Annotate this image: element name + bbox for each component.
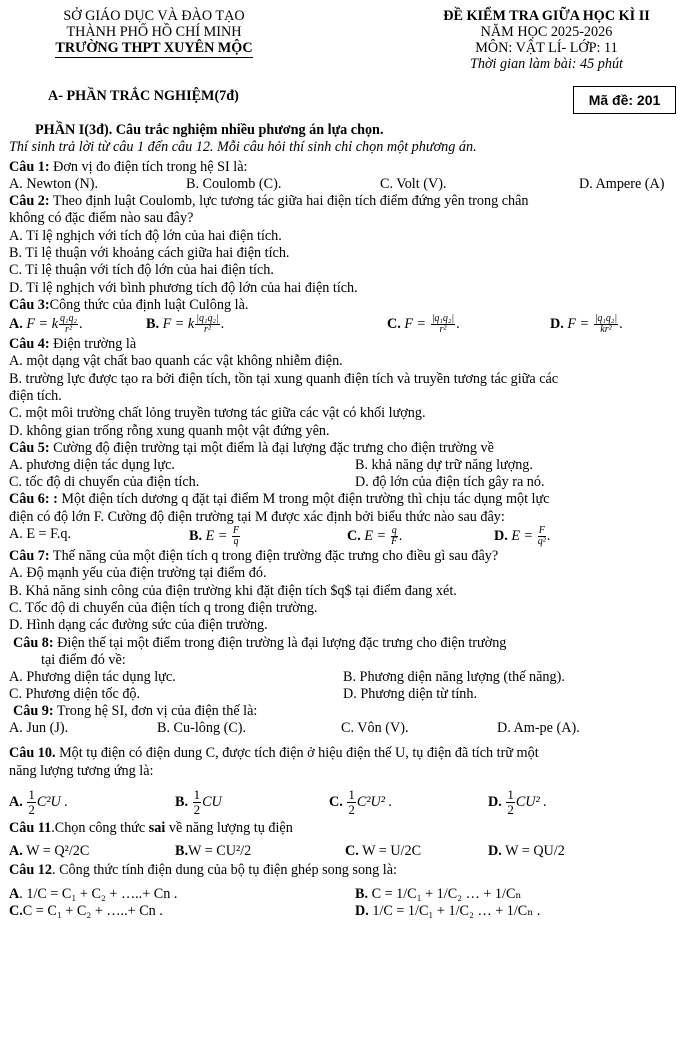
q3-option-d[interactable]: D. F = $\frac{\text{|q₁q₂|}}{\text{kr²}}$ . [550, 313, 623, 336]
q6-option-c[interactable]: C. E = $\frac{q}{F}$ . [347, 524, 403, 547]
q10-text-cont: năng lượng tương ứng là: [9, 762, 154, 779]
q10-option-d[interactable]: D. $\frac{1}{2}$ CU² . [488, 787, 547, 818]
q1-option-c[interactable]: C. Volt (V). [380, 175, 447, 192]
q3-option-a[interactable]: A. F = k $\frac{\text{q₁q₂}}{\text{r²}}$ . [9, 313, 83, 336]
q9-option-a[interactable]: A. Jun (J). [9, 720, 69, 737]
q2-option-c[interactable]: C. Tỉ lệ thuận với tích độ lớn của hai điện tích. [9, 262, 274, 279]
exam-title: ĐỀ KIỂM TRA GIỮA HỌC KÌ II [443, 8, 650, 24]
q7-text: Thế năng của một điện tích q trong điện trường đặc trưng cho điều gì sau đây? [49, 547, 499, 564]
q5-option-c[interactable]: C. tốc độ di chuyển của điện tích. [9, 474, 200, 491]
q8-option-a[interactable]: A. Phương diện tác dụng lực. [9, 669, 176, 686]
q6-text: Một điện tích dương q đặt tại điểm M trong một điện trường thì chịu tác dụng một lực [57, 491, 550, 508]
q7-option-b[interactable]: B. Khả năng sinh công của điện trường khi đặt điện tích $q$ tại điểm đang xét. [9, 582, 457, 599]
q4-text: Điện trường là [49, 336, 137, 353]
question-7 [9, 548, 685, 635]
q7-option-c[interactable]: C. Tốc độ di chuyển của điện tích q trong điện trường. [9, 599, 318, 616]
q2-option-b[interactable]: B. Tỉ lệ thuận với khoảng cách giữa hai điện tích. [9, 244, 290, 261]
question-5 [9, 440, 685, 491]
exam-header [9, 8, 679, 92]
part1-title: PHẦN I(3đ). Câu trắc nghiệm nhiều phương án lựa chọn. [35, 122, 384, 138]
q2-text-cont: không có đặc điểm nào sau đây? [9, 210, 194, 227]
q4-option-b-cont: điện tích. [9, 388, 62, 405]
question-4 [9, 336, 685, 440]
q8-option-b[interactable]: B. Phương diện năng lượng (thế năng). [343, 669, 565, 686]
q8-option-d[interactable]: D. Phương diện từ tính. [343, 686, 478, 703]
question-2 [9, 193, 685, 297]
q3-text: Công thức của định luật Culông là. [49, 296, 249, 313]
q5-label: Câu 5: [9, 440, 50, 456]
q12-option-d[interactable]: D. 1/C = 1/C₁ + 1/C₂ … + 1/Cₙ . [355, 902, 541, 919]
q9-text: Trong hệ SI, đơn vị của điện thế là: [53, 703, 258, 720]
q4-option-a[interactable]: A. một dạng vật chất bao quanh các vật không nhiễm điện. [9, 353, 343, 370]
question-6 [9, 491, 685, 548]
subject-grade: MÔN: VẬT LÍ- LỚP: 11 [475, 40, 618, 56]
q3-option-c[interactable]: C. F = $\frac{\text{|q₁q₂|}}{\text{r²}}$ . [387, 313, 460, 336]
school-name: TRƯỜNG THPT XUYÊN MỘC [55, 40, 253, 56]
q11-sai: sai [148, 820, 166, 837]
q4-option-c[interactable]: C. một môi trường chất lỏng truyền tương tác giữa các vật có khối lượng. [9, 405, 426, 422]
q5-option-a[interactable]: A. phương diện tác dụng lực. [9, 457, 175, 474]
q3-option-b[interactable]: B. F = k $\frac{\text{|q₁q₂|}}{\text{r²}}$ . [146, 313, 225, 336]
q5-option-b[interactable]: B. khả năng dự trữ năng lượng. [355, 457, 533, 474]
question-3 [9, 297, 685, 336]
q10-option-a[interactable]: A. $\frac{1}{2}$ C²U . [9, 787, 68, 818]
q9-option-d[interactable]: D. Am-pe (A). [497, 720, 580, 737]
q1-option-a[interactable]: A. Newton (N). [9, 175, 99, 192]
q8-text: Điện thế tại một điểm trong điện trường là đại lượng đặc trưng cho điện trường [53, 634, 507, 651]
q1-option-b[interactable]: B. Coulomb (C). [186, 175, 282, 192]
q11-option-c[interactable]: C. W = U/2C [345, 843, 422, 860]
q6-option-b[interactable]: B. E = $\frac{F}{q}$ [189, 524, 240, 547]
exam-code-box: Mã đề: 201 [573, 86, 676, 114]
question-9 [9, 703, 685, 737]
q1-label: Câu 1: [9, 158, 50, 175]
q5-text: Cường độ điện trường tại một điểm là đại lượng đặc trưng cho điện trường về [49, 440, 494, 456]
q2-label: Câu 2: [9, 192, 50, 209]
header-right [404, 8, 685, 72]
header-left [9, 8, 299, 58]
question-12 [9, 862, 685, 919]
q10-option-b[interactable]: B. $\frac{1}{2}$ CU [175, 787, 222, 818]
time-limit: Thời gian làm bài: 45 phút [469, 56, 623, 72]
q2-text: Theo định luật Coulomb, lực tương tác giữa hai điện tích điểm đứng yên trong chân [49, 192, 529, 209]
q12-option-c[interactable]: C.C = C₁ + C₂ + …..+ Cn . [9, 902, 163, 919]
q2-option-a[interactable]: A. Tỉ lệ nghịch với tích độ lớn của hai điện tích. [9, 227, 282, 244]
q6-label: Câu 6: : [9, 491, 58, 508]
q9-option-c[interactable]: C. Vôn (V). [341, 720, 409, 737]
q11-label: Câu 11 [9, 820, 52, 837]
question-11: Câu 11.Chọn công thức sai về năng lượng tụ điện A. W = Q²/2C B.W = CU²/2 C. W = U/2C D. W = QU/2 [9, 820, 565, 860]
q11-option-b[interactable]: B.W = CU²/2 [175, 843, 252, 860]
q9-option-b[interactable]: B. Cu-lông (C). [157, 720, 247, 737]
q5-option-d[interactable]: D. độ lớn của điện tích gây ra nó. [355, 474, 545, 491]
department-name: SỞ GIÁO DỤC VÀ ĐÀO TẠO [63, 8, 245, 24]
q3-label: Câu 3: [9, 296, 50, 313]
exam-page [9, 8, 679, 92]
q1-text: Đơn vị đo điện tích trong hệ SI là: [49, 158, 248, 175]
q6-option-a[interactable]: A. E = F.q. [9, 525, 72, 542]
q8-text-cont: tại điểm đó về: [41, 651, 126, 668]
q7-option-d[interactable]: D. Hình dạng các đường sức của điện trường. [9, 617, 268, 634]
q4-label: Câu 4: [9, 336, 50, 353]
question-8 [9, 635, 685, 704]
q12-label: Câu 12 [9, 862, 52, 879]
part-a-title: A- PHẦN TRẮC NGHIỆM(7đ) [48, 88, 239, 104]
q12-text: . Công thức tính điện dung của bộ tụ điện ghép song song là: [51, 862, 397, 879]
q11-option-d[interactable]: D. W = QU/2 [488, 843, 565, 860]
q12-option-b[interactable]: B. C = 1/C₁ + 1/C₂ … + 1/Cₙ [355, 885, 522, 902]
q9-label: Câu 9: [13, 703, 54, 720]
q7-label: Câu 7: [9, 547, 50, 564]
q10-text: Một tụ điện có điện dung C, được tích điện ở hiệu điện thế U, tụ điện đã tích trữ một [55, 745, 539, 762]
q2-option-d[interactable]: D. Tỉ lệ nghịch với bình phương tích độ lớn của hai điện tích. [9, 279, 358, 296]
q6-text-cont: điện có độ lớn F. Cường độ điện trường tại M được xác định bởi biểu thức nào sau đây: [9, 508, 505, 525]
exam-body [9, 112, 685, 920]
q10-option-c[interactable]: C. $\frac{1}{2}$ C²U² . [329, 787, 393, 818]
q8-label: Câu 8: [13, 634, 54, 651]
q6-option-d[interactable]: D. E = $\frac{F}{\text{q²}}$ . [494, 524, 551, 547]
q4-option-b[interactable]: B. trường lực được tạo ra bởi điện tích, tồn tại xung quanh điện tích và truyền tương tác giữa các [9, 370, 559, 387]
q4-option-d[interactable]: D. không gian trống rỗng xung quanh một vật đứng yên. [9, 422, 330, 439]
q1-option-d[interactable]: D. Ampere (A) [579, 175, 665, 192]
city-name: THÀNH PHỐ HỒ CHÍ MINH [66, 24, 242, 40]
question-1 [9, 159, 685, 193]
part1-instruction: Thí sinh trả lời từ câu 1 đến câu 12. Mỗi câu hỏi thí sinh chỉ chọn một phương án. [9, 139, 477, 156]
q11-option-a[interactable]: A. W = Q²/2C [9, 843, 90, 860]
q7-option-a[interactable]: A. Độ mạnh yếu của điện trường tại điểm đó. [9, 565, 267, 582]
q8-option-c[interactable]: C. Phương diện tốc độ. [9, 686, 141, 703]
q12-option-a[interactable]: A. 1/C = C₁ + C₂ + …..+ Cn . [9, 885, 178, 902]
school-year: NĂM HỌC 2025-2026 [480, 24, 613, 40]
question-10 [9, 745, 685, 816]
q10-label: Câu 10. [9, 745, 56, 762]
